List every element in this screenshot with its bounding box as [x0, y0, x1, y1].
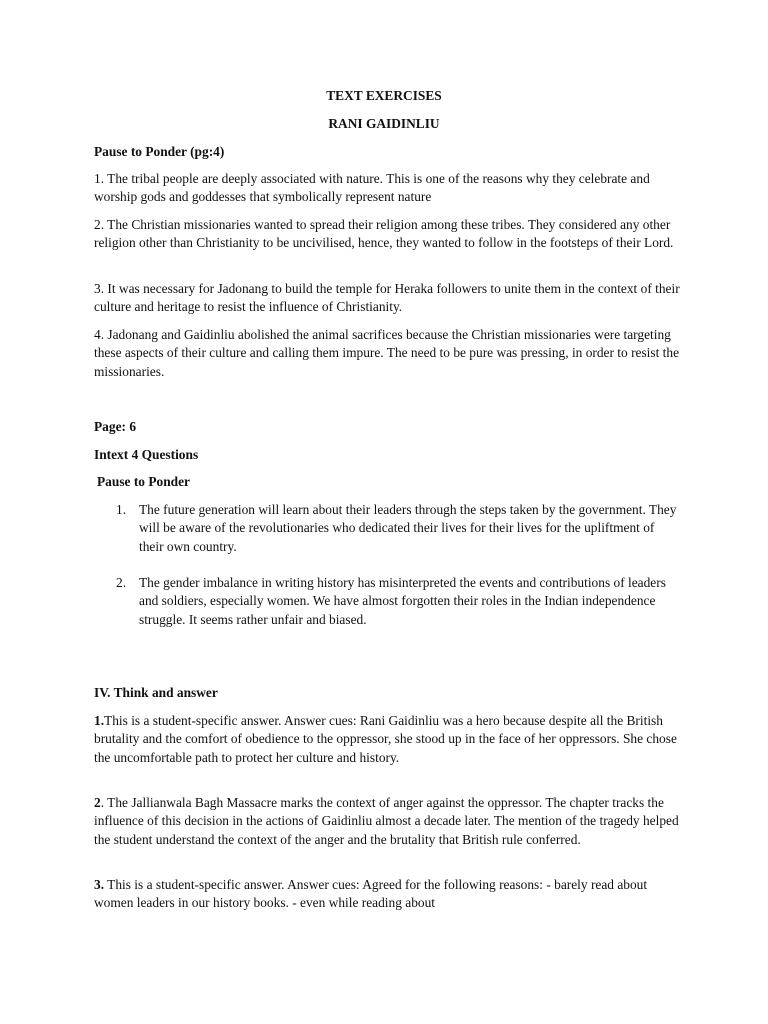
- list-item-number: 1.: [116, 502, 127, 517]
- answer-number: 3.: [94, 877, 105, 892]
- answer-paragraph: [94, 712, 684, 767]
- list-item-text: The future generation will learn about their leaders through the steps taken by the government. They will be aware of the revolutionaries who dedicated their lives for their lives for the upliftment of their own country.: [139, 502, 677, 554]
- answer-paragraph: 3. It was necessary for Jadonang to build the temple for Heraka followers to unite them in the context of their culture and heritage to resist the influence of Christianity.: [94, 281, 680, 315]
- pause-to-ponder-heading: Pause to Ponder: [97, 474, 190, 489]
- answer-text: This is a student-specific answer. Answer cues: Agreed for the following reasons: - barely read about women leaders in our history books. - even while reading about: [94, 877, 648, 911]
- answer-text: . The Jallianwala Bagh Massacre marks the context of anger against the oppressor. The chapter tracks the influence of this decision in the actions of Gaidinliu almost a decade later. The mention of the tragedy helped the student understand the context of the anger and the brutality that British rule conferred.: [94, 795, 679, 847]
- list-item-number: 2.: [116, 575, 127, 590]
- answer-text: This is a student-specific answer. Answer cues: Rani Gaidinliu was a hero because despite all the British brutality and the comfort of obedience to the oppressor, she stood up in the face of her oppressors. She chose the uncomfortable path to protect her culture and history.: [94, 713, 677, 765]
- answer-number: 2: [94, 795, 101, 810]
- answer-paragraph: 1. The tribal people are deeply associated with nature. This is one of the reasons why they celebrate and worship gods and goddesses that symbolically represent nature: [94, 171, 650, 205]
- intext-heading: Intext 4 Questions: [94, 447, 199, 462]
- section-heading-think-and-answer: IV. Think and answer: [94, 685, 218, 700]
- page-label: Page: 6: [94, 419, 137, 434]
- section-heading-pause-to-ponder: Pause to Ponder (pg:4): [94, 144, 225, 159]
- answer-paragraph: 4. Jadonang and Gaidinliu abolished the animal sacrifices because the Christian missionaries were targeting these aspects of their culture and calling them impure. The need to be pure was pressing, in order to resist the missionaries.: [94, 327, 680, 379]
- answer-paragraph: [94, 794, 684, 849]
- answer-paragraph: 2. The Christian missionaries wanted to spread their religion among these tribes. They considered any other religion other than Christianity to be uncivilised, hence, they wanted to follow in the footsteps of their Lord.: [94, 217, 674, 251]
- page-title: TEXT EXERCISES: [326, 88, 442, 103]
- answer-paragraph: [94, 876, 684, 913]
- list-item-text: The gender imbalance in writing history has misinterpreted the events and contributions of leaders and soldiers, especially women. We have almost forgotten their roles in the Indian independence struggle. It seems rather unfair and biased.: [139, 575, 666, 627]
- page-subtitle: RANI GAIDINLIU: [328, 116, 440, 131]
- answer-number: 1.: [94, 713, 105, 728]
